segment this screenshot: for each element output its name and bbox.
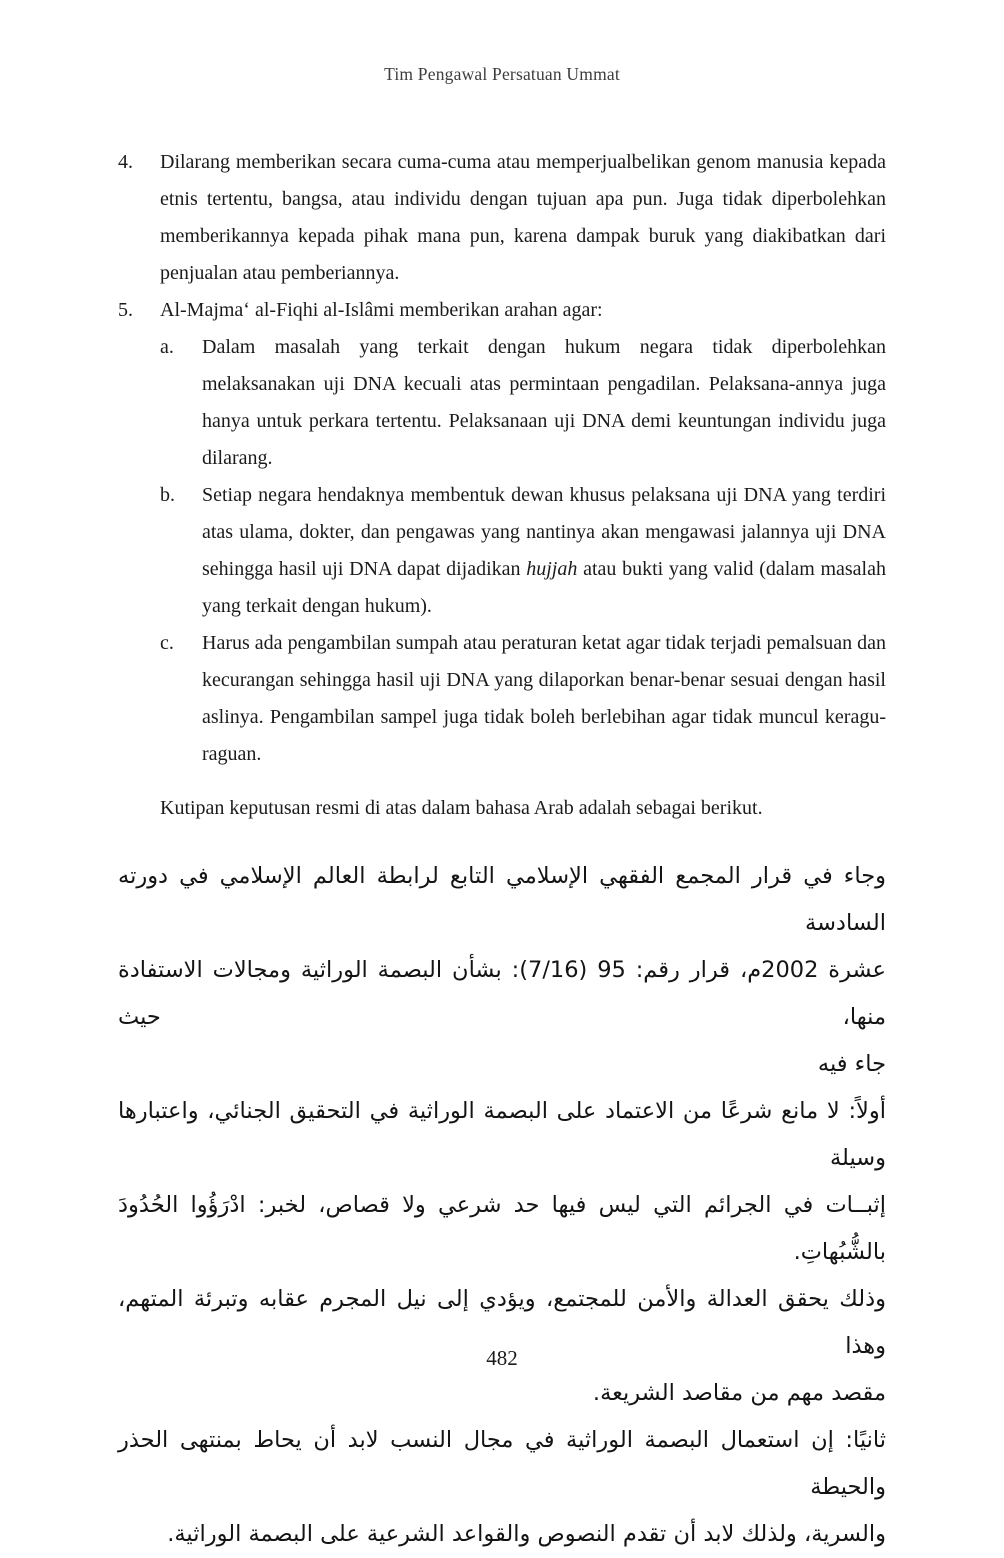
arabic-line-2: عشرة 2002م، قرار رقم: 95 (7/16): بشأن البصمة الوراثية ومجالات الاستفادة منها، حيث	[118, 957, 886, 1030]
sub-item-b-italic-term: hujjah	[526, 558, 578, 580]
list-item-4-number: 4.	[118, 151, 133, 173]
arabic-line-3: جاء فيه	[817, 1051, 886, 1077]
arabic-quotation-block	[118, 853, 886, 1558]
list-item-5	[118, 292, 886, 329]
list-item-4	[118, 144, 886, 292]
arabic-line-1: وجاء في قرار المجمع الفقهي الإسلامي التابع لرابطة العالم الإسلامي في دورته السادسة	[118, 863, 886, 936]
arabic-line-9: والسرية، ولذلك لابد أن تقدم النصوص والقواعد الشرعية على البصمة الوراثية.	[167, 1521, 886, 1547]
arabic-line-4: أولاً: لا مانع شرعًا من الاعتماد على البصمة الوراثية في التحقيق الجنائي، واعتبارها وسيلة	[118, 1098, 886, 1171]
arabic-line-8: ثانيًا: إن استعمال البصمة الوراثية في مجال النسب لابد أن يحاط بمنتهى الحذر والحيطة	[118, 1427, 886, 1500]
arabic-line-6: وذلك يحقق العدالة والأمن للمجتمع، ويؤدي إلى نيل المجرم عقابه وتبرئة المتهم، وهذا	[118, 1286, 886, 1359]
sub-item-a	[160, 329, 886, 477]
running-header: Tim Pengawal Persatuan Ummat	[384, 64, 620, 84]
sub-list	[160, 329, 886, 773]
intro-paragraph: Kutipan keputusan resmi di atas dalam bahasa Arab adalah sebagai berikut.	[160, 797, 763, 819]
sub-item-c-text: Harus ada pengambilan sumpah atau peraturan ketat agar tidak terjadi pemalsuan dan kecurangan sehingga hasil uji DNA yang dilaporkan benar-benar sesuai dengan hasil aslinya. Pengambilan sampel juga tidak boleh berlebihan agar tidak muncul keragu-raguan.	[202, 632, 886, 765]
page-number: 482	[486, 1346, 518, 1370]
list-item-5-number: 5.	[118, 299, 133, 321]
sub-item-c	[160, 625, 886, 773]
sub-item-b-text	[202, 477, 886, 625]
sub-item-a-letter: a.	[160, 336, 174, 358]
arabic-line-7: مقصد مهم من مقاصد الشريعة.	[592, 1380, 886, 1406]
list-item-5-text: Al-Majma‘ al-Fiqhi al-Islâmi memberikan arahan agar:	[160, 299, 603, 321]
sub-item-b	[160, 477, 886, 625]
sub-item-c-letter: c.	[160, 632, 174, 654]
sub-item-b-text-after: atau bukti yang valid (dalam masalah yang terkait dengan hukum).	[202, 558, 886, 617]
sub-item-a-text: Dalam masalah yang terkait dengan hukum negara tidak diperbolehkan melaksanakan uji DNA kecuali atas permintaan pengadilan. Pelaksana-annya juga hanya untuk perkara tertentu. Pelaksanaan uji DNA demi keuntungan individu juga dilarang.	[202, 336, 886, 469]
arabic-line-5: إثبــات في الجرائم التي ليس فيها حد شرعي ولا قصاص، لخبر: ادْرَؤُوا الحُدُودَ بالشُّبُهاتِ.	[118, 1192, 886, 1265]
sub-item-b-text-before: Setiap negara hendaknya membentuk dewan khusus pelaksana uji DNA yang terdiri atas ulama, dokter, dan pengawas yang nantinya akan mengawasi jalannya uji DNA sehingga hasil uji DNA dapat dijadikan	[202, 484, 886, 580]
sub-item-b-letter: b.	[160, 484, 175, 506]
list-item-4-text: Dilarang memberikan secara cuma-cuma atau memperjualbelikan genom manusia kepada etnis tertentu, bangsa, atau individu dengan tujuan apa pun. Juga tidak diperbolehkan memberikannya kepada pihak mana pun, karena dampak buruk yang diakibatkan dari penjualan atau pemberiannya.	[160, 151, 886, 284]
